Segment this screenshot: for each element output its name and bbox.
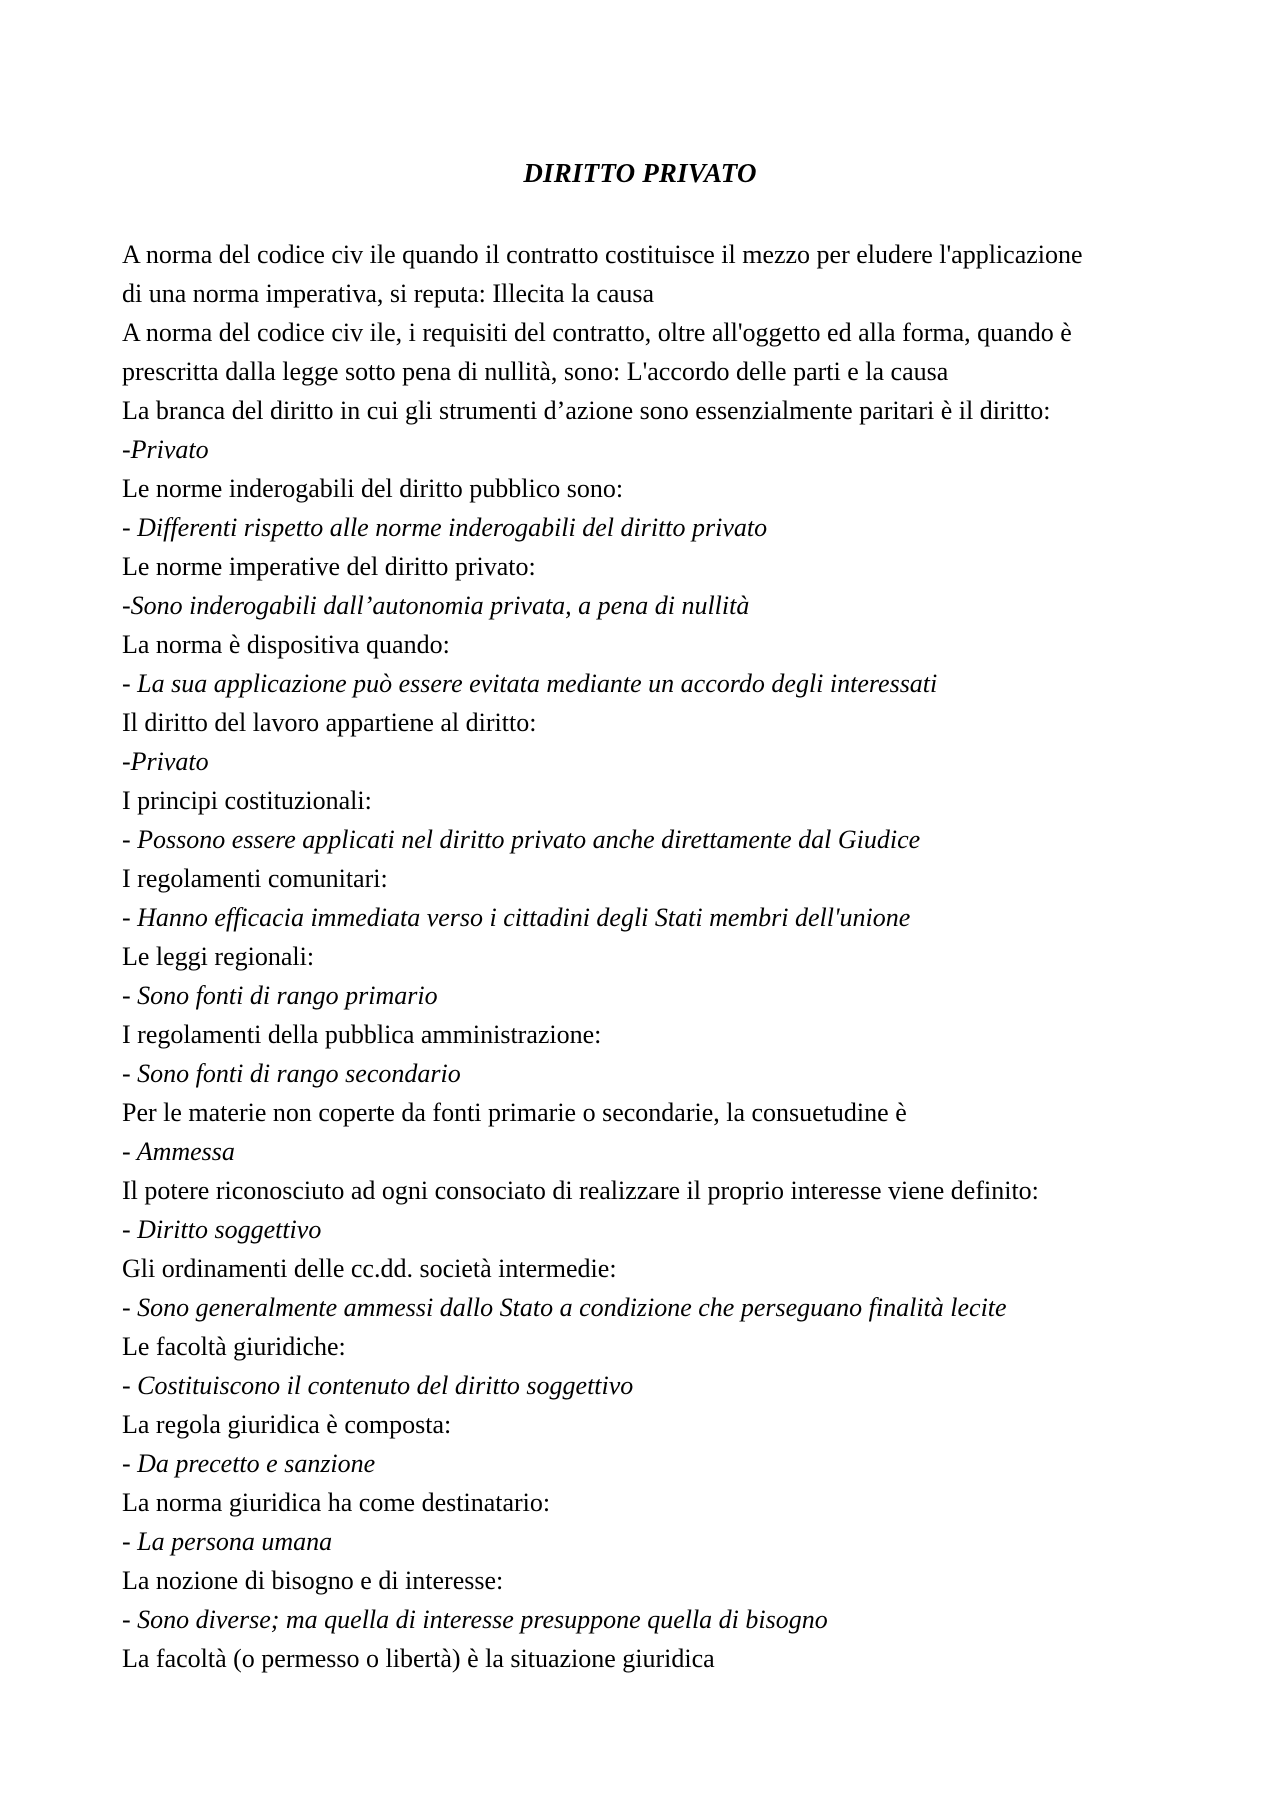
- question-line: Le norme inderogabili del diritto pubblico sono:: [122, 474, 624, 503]
- question-line: di una norma imperativa, si reputa: Illecita la causa: [122, 279, 655, 308]
- question-line: A norma del codice civ ile, i requisiti del contratto, oltre all'oggetto ed alla forma, quando è: [122, 318, 1072, 347]
- answer-line: - Da precetto e sanzione: [122, 1449, 376, 1478]
- question-line: Le leggi regionali:: [122, 942, 315, 971]
- question-line: Le facoltà giuridiche:: [122, 1332, 346, 1361]
- question-line: La branca del diritto in cui gli strumenti d’azione sono essenzialmente paritari è il diritto:: [122, 396, 1051, 425]
- answer-line: - Possono essere applicati nel diritto privato anche direttamente dal Giudice: [122, 825, 921, 854]
- answer-line: - Differenti rispetto alle norme inderogabili del diritto privato: [122, 513, 768, 542]
- question-line: I regolamenti della pubblica amministrazione:: [122, 1020, 602, 1049]
- answer-line: - Sono diverse; ma quella di interesse presuppone quella di bisogno: [122, 1605, 828, 1634]
- question-line: Il diritto del lavoro appartiene al diritto:: [122, 708, 537, 737]
- question-line: La nozione di bisogno e di interesse:: [122, 1566, 504, 1595]
- answer-line: - Sono fonti di rango secondario: [122, 1059, 461, 1088]
- document-title: DIRITTO PRIVATO: [523, 158, 757, 188]
- question-line: I principi costituzionali:: [122, 786, 372, 815]
- question-line: Gli ordinamenti delle cc.dd. società intermedie:: [122, 1254, 617, 1283]
- answer-line: - Sono fonti di rango primario: [122, 981, 438, 1010]
- answer-line: - Ammessa: [122, 1137, 235, 1166]
- answer-line: - Costituiscono il contenuto del diritto soggettivo: [122, 1371, 634, 1400]
- answer-line: - La persona umana: [122, 1527, 333, 1556]
- answer-line: -Sono inderogabili dall’autonomia privata, a pena di nullità: [122, 591, 750, 620]
- answer-line: - Diritto soggettivo: [122, 1215, 322, 1244]
- question-line: I regolamenti comunitari:: [122, 864, 388, 893]
- answer-line: -Privato: [122, 747, 209, 776]
- question-line: prescritta dalla legge sotto pena di nullità, sono: L'accordo delle parti e la causa: [122, 357, 949, 386]
- question-line: La norma è dispositiva quando:: [122, 630, 450, 659]
- question-line: La regola giuridica è composta:: [122, 1410, 452, 1439]
- question-line: Il potere riconosciuto ad ogni consociato di realizzare il proprio interesse viene definito:: [122, 1176, 1039, 1205]
- question-line: La norma giuridica ha come destinatario:: [122, 1488, 551, 1517]
- document-body: [122, 235, 1172, 1678]
- question-line: A norma del codice civ ile quando il contratto costituisce il mezzo per eludere l'applicazione: [122, 240, 1083, 269]
- answer-line: - La sua applicazione può essere evitata mediante un accordo degli interessati: [122, 669, 938, 698]
- answer-line: - Sono generalmente ammessi dallo Stato a condizione che perseguano finalità lecite: [122, 1293, 1007, 1322]
- answer-line: -Privato: [122, 435, 209, 464]
- question-line: Per le materie non coperte da fonti primarie o secondarie, la consuetudine è: [122, 1098, 907, 1127]
- answer-line: - Hanno efficacia immediata verso i cittadini degli Stati membri dell'unione: [122, 903, 911, 932]
- question-line: La facoltà (o permesso o libertà) è la situazione giuridica: [122, 1644, 715, 1673]
- question-line: Le norme imperative del diritto privato:: [122, 552, 536, 581]
